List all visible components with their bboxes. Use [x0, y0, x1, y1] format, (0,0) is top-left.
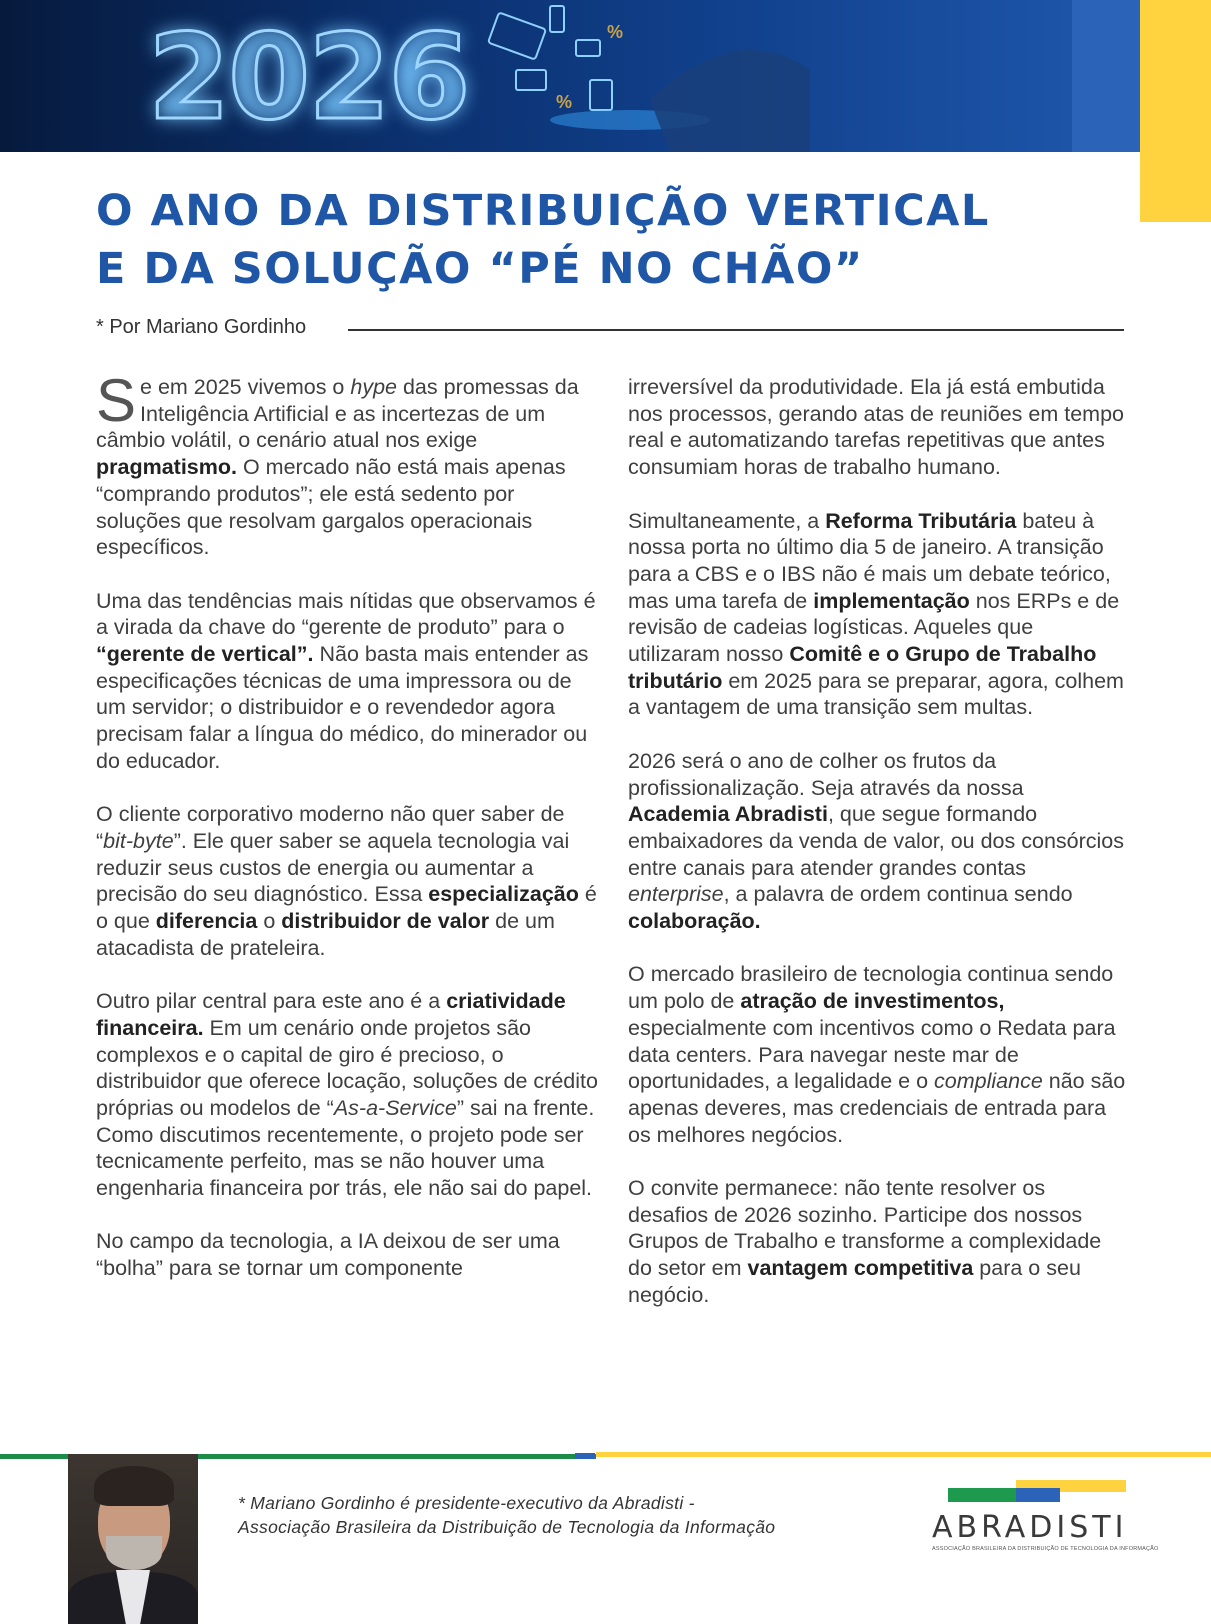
banner-percent-symbol: % [607, 22, 624, 42]
banner-year: 2026 [148, 8, 469, 146]
paragraph: 2026 será o ano de colher os frutos da profissionalização. Seja através da nossa Academia Abradisti, que segue formando embaixadores da venda de valor, ou dos consórcios entre canais para atender grandes contas enterprise, a palavra de ordem continua sendo colaboração. [628, 748, 1125, 934]
abradisti-logo [928, 1480, 1159, 1560]
logo-tagline: ASSOCIAÇÃO BRASILEIRA DA DISTRIBUIÇÃO DE TECNOLOGIA DA INFORMAÇÃO [932, 1546, 1159, 1552]
footer-rule-yellow [596, 1452, 1211, 1457]
article-title [96, 182, 1056, 298]
byline-divider [348, 329, 1124, 331]
author-photo [68, 1454, 198, 1624]
author-credit-line: Associação Brasileira da Distribuição de Tecnologia da Informação [238, 1517, 776, 1537]
paragraph: O mercado brasileiro de tecnologia continua sendo um polo de atração de investimentos, especialmente com incentivos como o Redata para data centers. Para navegar neste mar de oportunidades, a legalidade e o compliance não são apenas deveres, mas credenciais de entrada para os melhores negócios. [628, 962, 1126, 1147]
paragraph: irreversível da produtividade. Ela já está embutida nos processos, gerando atas de reuniões em tempo real e automatizando tarefas repetitivas que antes consumiam horas de trabalho humano. [628, 375, 1124, 480]
paragraph: No campo da tecnologia, a IA deixou de ser uma “bolha” para se tornar um componente [96, 1229, 560, 1281]
byline: * Por Mariano Gordinho [96, 316, 307, 338]
footer-rule-blue [575, 1453, 595, 1459]
article-column-left [96, 367, 598, 1309]
logo-name: ABRADISTI [932, 1510, 1128, 1545]
paragraph: Se em 2025 vivemos o hype das promessas da Inteligência Artificial e as incertezas de um câmbio volátil, o cenário atual nos exige pragmatismo. O mercado não está mais apenas “comprando produtos”; ele está sedento por soluções que resolvam gargalos operacionais específicos. [96, 367, 579, 560]
paragraph: Outro pilar central para este ano é a criatividade financeira. Em um cenário onde projetos são complexos e o capital de giro é precioso, o distribuidor que oferece locação, soluções de crédito próprias ou modelos de “As-a-Service” sai na frente. Como discutimos recentemente, o projeto pode ser tecnicamente perfeito, mas se não houver uma engenharia financeira por trás, ele não sai do papel. [96, 989, 598, 1201]
paragraph: O convite permanece: não tente resolver os desafios de 2026 sozinho. Participe dos nossos Grupos de Trabalho e transforme a complexidade do setor em vantagem competitiva para o seu negócio. [628, 1176, 1102, 1307]
author-credit-line: * Mariano Gordinho é presidente-executivo da Abradisti - [238, 1493, 695, 1513]
paragraph: Uma das tendências mais nítidas que observamos é a virada da chave do “gerente de produto” para o “gerente de vertical”. Não basta mais entender as especificações técnicas de uma impressora ou de um servidor; o distribuidor e o revendedor agora precisam falar a língua do médico, do minerador ou do educador. [96, 588, 596, 773]
paragraph: O cliente corporativo moderno não quer saber de “bit-byte”. Ele quer saber se aquela tecnologia vai reduzir seus custos de energia ou aumentar a precisão do seu diagnóstico. Essa especialização é o que diferencia o distribuidor de valor de um atacadista de prateleira. [96, 802, 597, 960]
article-title-line: E DA SOLUÇÃO “PÉ NO CHÃO” [96, 244, 864, 294]
paragraph: Simultaneamente, a Reforma Tributária bateu à nossa porta no último dia 5 de janeiro. A transição para a CBS e o IBS não é mais um debate teórico, mas uma tarefa de implementação nos ERPs e de revisão de cadeias logísticas. Aqueles que utilizaram nosso Comitê e o Grupo de Trabalho tributário em 2025 para se preparar, agora, colhem a vantagem de uma transição sem multas. [628, 508, 1124, 720]
author-credit [238, 1491, 775, 1539]
banner-percent-symbol: % [556, 92, 573, 112]
drop-cap: S [96, 367, 137, 434]
header-banner-image [0, 0, 1072, 152]
article-title-line: O ANO DA DISTRIBUIÇÃO VERTICAL [96, 186, 990, 236]
accent-blue-strip [1072, 0, 1140, 152]
devices-illustration-icon [480, 0, 900, 152]
article-column-right [628, 374, 1128, 1335]
accent-yellow-block [1140, 0, 1211, 222]
